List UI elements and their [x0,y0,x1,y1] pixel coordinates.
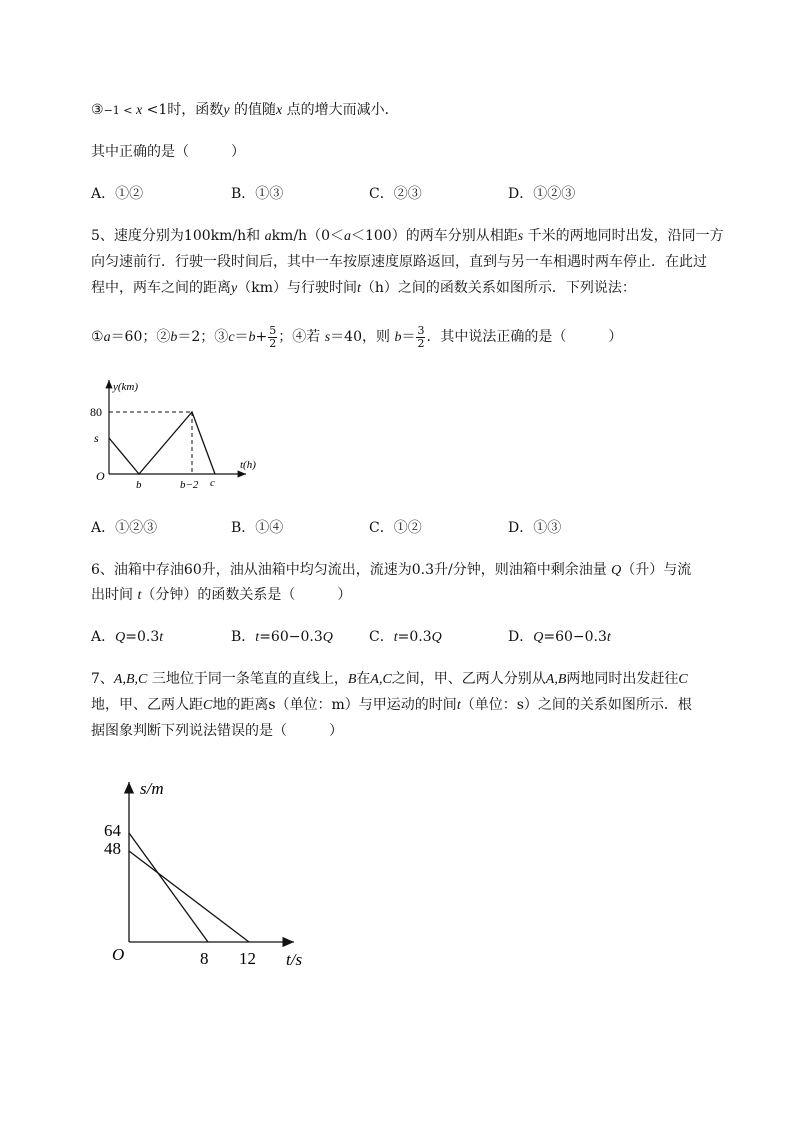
q4-question: 其中正确的是（ ） [91,144,245,160]
q5-line3: 程中，两车之间的距离y（km）与行驶时间t（h）之间的函数关系如图所示．下列说法： [91,280,636,296]
q4-option-c[interactable]: C．②③ [369,186,422,202]
q7-y-tick-64: 64 [104,821,121,840]
q6-option-b[interactable]: B．t=60−0.3Q [231,629,333,645]
q7-graph [100,772,330,972]
q5-y-tick-s: s [94,431,99,445]
q7-y-tick-48: 48 [104,839,121,858]
fraction-three-halves: $\frac{3}{2}$ [417,323,425,350]
q7-line-jia [129,833,208,942]
q4-option-d[interactable]: D．①②③ [508,186,576,202]
q5-x-tick-b2: b−2 [180,479,199,491]
q7-line3: 据图象判断下列说法错误的是（ ） [91,723,343,739]
q7-line2: 地，甲、乙两人距C地的距离s（单位：m）与甲运动的时间t（单位：s）之间的关系如图所示．根 [91,697,692,713]
fraction-five-halves: $\frac{5}{2}$ [269,323,277,350]
q5-option-c[interactable]: C．①② [369,520,422,536]
q5-x-tick-b: b [136,479,142,491]
q6-line1: 6、油箱中存油60升，油从油箱中均匀流出，流速为0.3升/分钟，则油箱中剩余油量 Q（升）与流 [91,562,692,578]
q7-origin: O [112,945,125,964]
q6-option-c[interactable]: C．t=0.3Q [369,629,442,645]
q5-option-d[interactable]: D．①③ [508,520,562,536]
q5-statements: ①a＝60；②b＝2；③c＝b+ $\frac{5}{2}$ ；④若 s＝40，则 b＝ $\frac{3}{2}$ ．其中说法正确的是（ ） [91,323,623,350]
q7-x-tick-12: 12 [239,949,256,968]
q5-origin: O [96,469,105,483]
q7-line1: 7、A,B,C 三地位于同一条笔直的直线上，B在A,C之间，甲、乙两人分别从A,B两地同时出发赶往C [91,671,688,687]
q5-line2: 向匀速前行．行驶一段时间后，其中一车按原速度原路返回，直到与另一车相遇时两车停止．在此过 [91,254,707,270]
q5-option-b[interactable]: B．①④ [231,520,284,536]
q7-line-yi [129,851,249,942]
q6-option-d[interactable]: D．Q=60−0.3t [508,629,611,645]
q5-y-tick-80: 80 [90,405,102,419]
q5-y-axis-label: y(km) [113,381,139,393]
q4-option-a[interactable]: A．①② [91,186,144,202]
q5-line1: 5、速度分别为100km/h和 akm/h（0＜a＜100）的两车分别从相距s 千米的两地同时出发，沿同一方 [91,228,724,244]
q5-graph [88,374,278,494]
q5-x-axis-label: t(h) [240,459,256,471]
q5-x-tick-c: c [210,477,215,489]
q7-y-axis-label: s/m [140,779,164,798]
q4-option-b[interactable]: B．①③ [231,186,284,202]
q6-line2: 出时间 t（分钟）的函数关系是（ ） [91,587,352,603]
q7-x-tick-8: 8 [200,949,209,968]
q7-x-axis-label: t/s [286,950,303,969]
q5-graph-line [109,412,215,474]
q6-option-a[interactable]: A．Q=0.3t [91,629,164,645]
q4-item3: ③−1 < x <1时，函数y 的值随x 点的增大而减小． [91,102,399,118]
q5-option-a[interactable]: A．①②③ [91,520,158,536]
